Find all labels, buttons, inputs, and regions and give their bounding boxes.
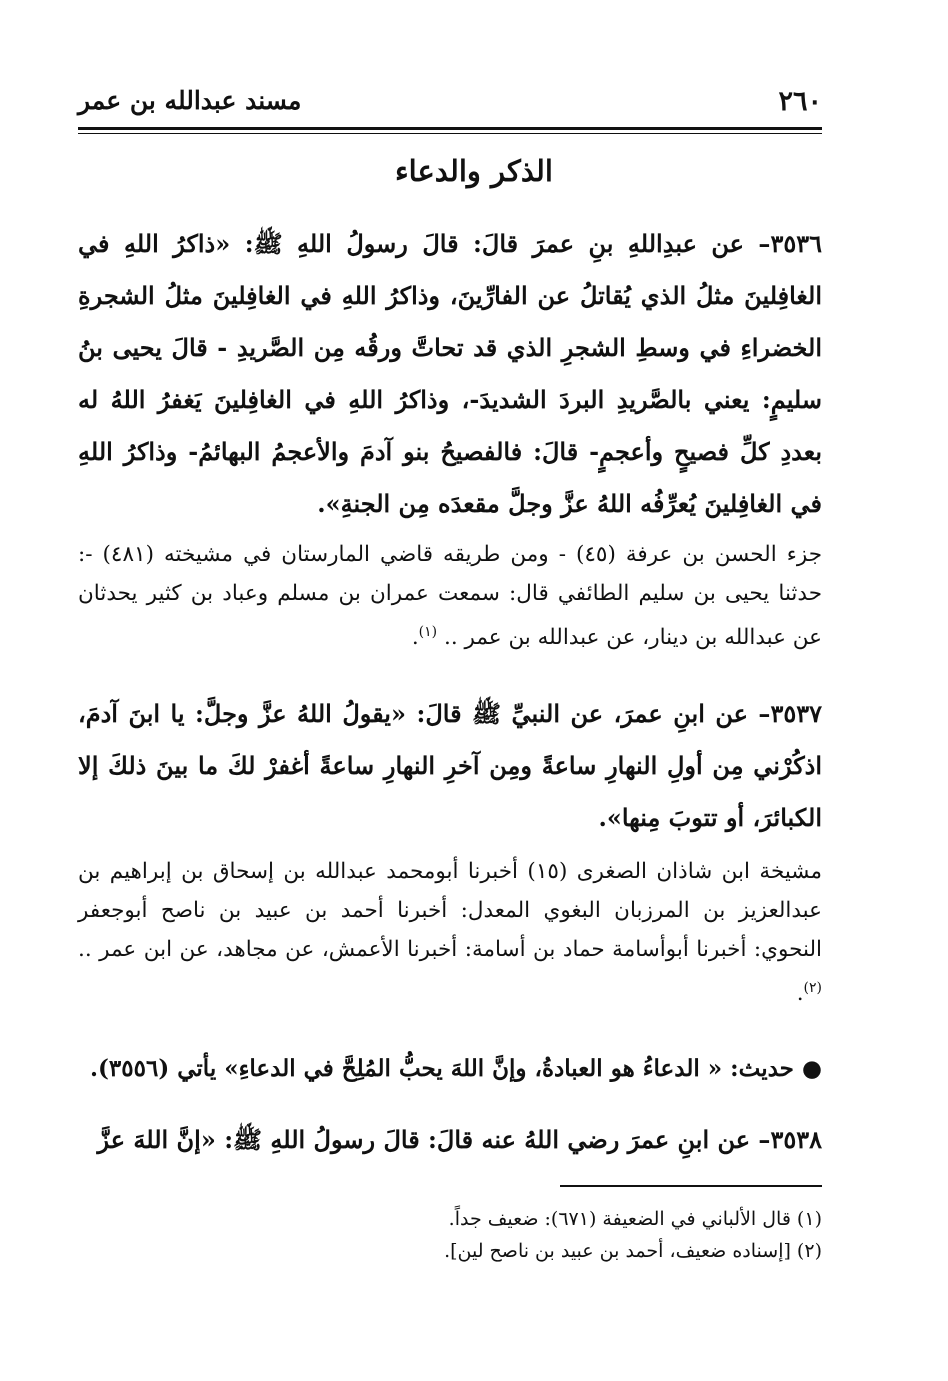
section-title: الذكر والدعاء	[395, 154, 553, 188]
footnotes	[78, 1203, 822, 1267]
header-rule	[78, 127, 822, 130]
footnote-ref: (١)	[418, 624, 438, 640]
footnote-1: (١) قال الألباني في الضعيفة (٦٧١): ضعيف جداً.	[448, 1208, 822, 1230]
source-3537: مشيخة ابن شاذان الصغرى (١٥) أخبرنا أبومحمد عبدالله بن إسحاق بن إبراهيم بن عبدالعزيز بن المرزبان البغوي المعدل: أخبرنا أحمد بن عبيد بن ناصح أبوجعفر النحوي: أخبرنا أبوأسامة حماد بن أسامة: أخبرنا الأعمش، عن مجاهد، عن ابن عمر .. $^{(٢)}$.	[78, 859, 823, 1007]
hadith-text: – عن عبدِاللهِ بنِ عمرَ قالَ: قالَ رسولُ اللهِ ﷺ: «ذاكرُ اللهِ في الغافِلينَ مثلُ الذي يُقاتلُ عن الفارِّينَ، وذاكرُ اللهِ في الغافِلينَ مثلُ الشجرةِ الخضراءِ في وسطِ الشجرِ الذي قد تحاتَّ ورقُه مِن الصَّريدِ - قالَ يحيى بنُ سليمٍ: يعني بالصَّريدِ البردَ الشديدَ-، وذاكرُ اللهِ في الغافِلينَ يَغفرُ اللهُ له بعددِ كلِّ فصيحٍ وأعجمٍ- قالَ: فالفصيحُ بنو آدمَ والأعجمُ البهائمُ- وذاكرُ اللهِ في الغافِلينَ يُعرِّفُه اللهُ عزَّ وجلَّ مقعدَه مِن الجنةِ».	[78, 229, 823, 518]
running-title: مسند عبدالله بن عمر	[78, 86, 302, 115]
hadith-3537	[78, 688, 822, 844]
hadith-3538	[78, 1114, 822, 1166]
footnote-rule	[560, 1185, 822, 1187]
cross-reference-text: حديث: « الدعاءُ هو العبادةُ، وإنَّ اللهَ يحبُّ المُلِحَّ في الدعاءِ» يأتي (٣٥٥٦).	[90, 1055, 794, 1082]
hadith-number: ٣٥٣٧	[770, 699, 822, 728]
cross-reference	[78, 1049, 822, 1089]
hadith-3536	[78, 218, 822, 530]
footnote-2: (٢) [إسناده ضعيف، أحمد بن عبيد بن ناصح لين].	[444, 1240, 822, 1262]
source-text: جزء الحسن بن عرفة (٤٥) - ومن طريقه قاضي المارستان في مشيخته (٤٨١) -: حدثنا يحيى بن سليم الطائفي قال: سمعت عمران بن مسلم وعباد بن كثير يحدثان عن عبدالله بن دينار، عن عبدالله بن عمر ..	[78, 542, 822, 651]
hadith-number: ٣٥٣٨	[770, 1125, 822, 1154]
page-number: ٢٦٠	[778, 86, 822, 117]
hadith-text: – عن ابنِ عمرَ، عن النبيِّ ﷺ قالَ: «يقولُ اللهُ عزَّ وجلَّ: يا ابنَ آدمَ، اذكُرْني مِن أولِ النهارِ ساعةً ومِن آخرِ النهارِ ساعةً أغفرْ لكَ ما بينَ ذلكَ إلا الكبائرَ، أو تتوبَ مِنها».	[78, 699, 822, 832]
header-rule-thin	[78, 133, 822, 134]
source-text: مشيخة ابن شاذان الصغرى (١٥) أخبرنا أبومحمد عبدالله بن إسحاق بن إبراهيم بن عبدالعزيز بن المرزبان البغوي المعدل: أخبرنا أحمد بن عبيد بن ناصح أبوجعفر النحوي: أخبرنا أبوأسامة حماد بن أسامة: أخبرنا الأعمش، عن مجاهد، عن ابن عمر ..	[78, 859, 823, 962]
source-3536: جزء الحسن بن عرفة (٤٥) - ومن طريقه قاضي المارستان في مشيخته (٤٨١) -: حدثنا يحيى بن سليم الطائفي قال: سمعت عمران بن مسلم وعباد بن كثير يحدثان عن عبدالله بن دينار، عن عبدالله بن عمر .. $^{(١)}$.	[78, 542, 822, 651]
hadith-text: – عن ابنِ عمرَ رضي اللهُ عنه قالَ: قالَ رسولُ اللهِ ﷺ: «إنَّ اللهَ عزَّ	[97, 1125, 771, 1154]
footnote-ref: (٢)	[803, 980, 822, 996]
page-header	[78, 86, 822, 126]
hadith-number: ٣٥٣٦	[770, 229, 822, 258]
bullet-icon: ●	[801, 1055, 822, 1082]
